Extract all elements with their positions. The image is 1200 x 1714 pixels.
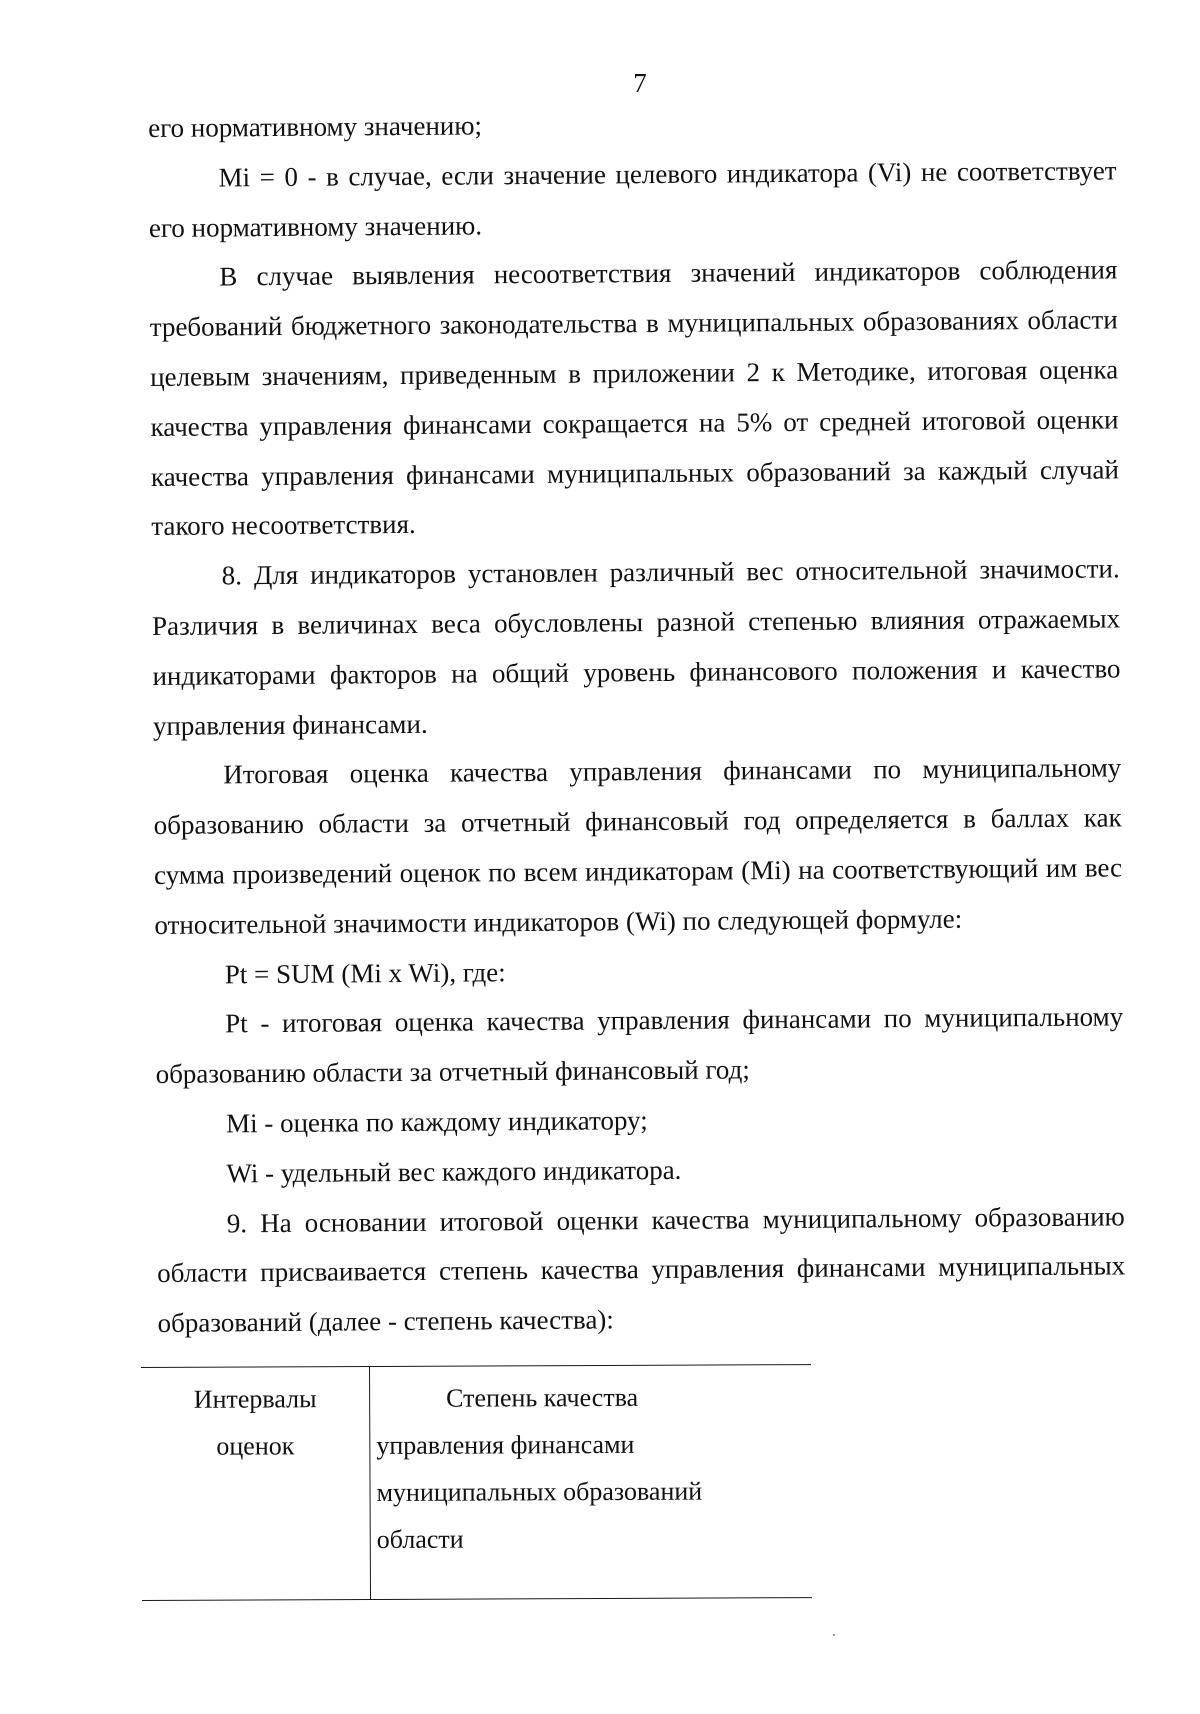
formula: Pt = SUM (Mi x Wi), где:	[224, 956, 506, 989]
document-body	[148, 96, 1126, 1348]
paragraph: Wi - удельный вес каждого индикатора.	[226, 1154, 682, 1189]
header-grade-line3: муниципальных образований	[376, 1476, 703, 1507]
paragraph: В случае выявления несоответствия значений индикаторов соблюдения требований бюджетного законодательства в муниципальных образованиях области целевым значениям, приведенным в приложении 2 к Методике, итоговая оценка качества управления финансами сокращается на 5% от средней итоговой оценки качества управления финансами муниципальных образований за каждый случай такого несоответствия.	[149, 254, 1120, 542]
header-grade-line1: Степень качества	[446, 1382, 639, 1413]
header-grade-line4: области	[376, 1524, 464, 1554]
table-bottom-rule	[142, 1561, 812, 1600]
paragraph: 9. На основании итоговой оценки качества муниципальному образованию области присваивается степень качества управления финансами муниципальных образований (далее - степень качества):	[157, 1200, 1126, 1339]
paragraph: Mi - оценка по каждому индикатору;	[225, 1105, 648, 1139]
paragraph: Pt - итоговая оценка качества управления финансами по муниципальному образованию области за отчетный финансовый год;	[155, 1001, 1124, 1090]
paragraph: 8. Для индикаторов установлен различный вес относительной значимости. Различия в величинах веса обусловлены разной степенью влияния отражаемых индикаторами факторов на общий уровень финансового положения и качество управления финансами.	[151, 553, 1121, 741]
header-intervals-line2: оценок	[216, 1431, 295, 1461]
paragraph: Mi = 0 - в случае, если значение целевого индикатора (Vi) не соответствует его нормативному значению.	[148, 155, 1117, 243]
header-intervals-line1: Интервалы	[193, 1384, 317, 1414]
quality-grade-table	[141, 1364, 812, 1601]
header-grade-line2: управления финансами	[376, 1429, 635, 1460]
page-number: 7	[633, 68, 647, 98]
header-grade	[370, 1373, 812, 1563]
header-intervals	[141, 1375, 370, 1564]
paragraph: Итоговая оценка качества управления финансами по муниципальному образованию области за отчетный финансовый год определяется в баллах как сумма произведений оценок по всем индикаторам (Mi) на соответствующий им вес относительной значимости индикаторов (Wi) по следующей формуле:	[153, 752, 1123, 940]
table-header-row	[141, 1373, 812, 1564]
scan-speck	[833, 1634, 835, 1636]
paragraph: его нормативному значению;	[148, 110, 483, 143]
